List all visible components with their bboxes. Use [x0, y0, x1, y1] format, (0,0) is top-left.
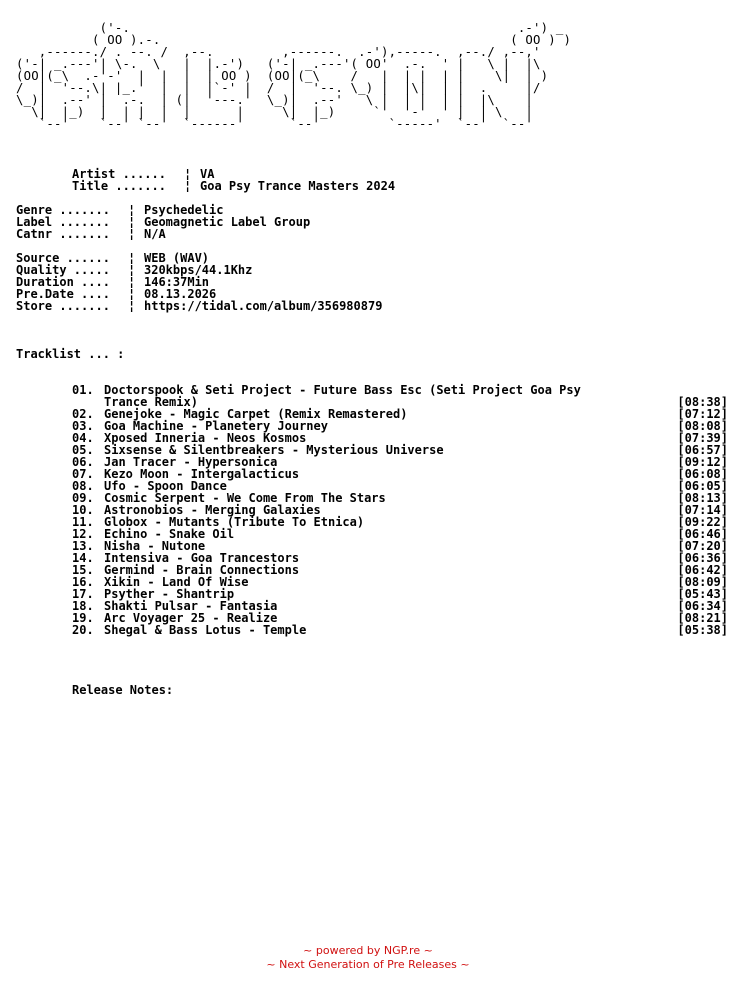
track-number: 18.: [72, 599, 94, 613]
track-duration: [09:22]: [677, 515, 728, 529]
track-title: Astronobios - Merging Galaxies: [104, 503, 321, 517]
track-number: 13.: [72, 539, 94, 553]
track-title: Cosmic Serpent - We Come From The Stars: [104, 491, 386, 505]
track-duration: [07:12]: [677, 407, 728, 421]
track-duration: [06:05]: [677, 479, 728, 493]
track-number: 11.: [72, 515, 94, 529]
footer: [0, 944, 736, 972]
track-title: Germind - Brain Connections: [104, 563, 300, 577]
release-notes-label: Release Notes:: [72, 683, 174, 697]
track-number: 16.: [72, 575, 94, 589]
track-duration: [06:42]: [677, 563, 728, 577]
track-title: Psyther - Shantrip: [104, 587, 235, 601]
info-value: VA: [200, 167, 215, 181]
track-title: Genejoke - Magic Carpet (Remix Remastered): [104, 407, 408, 421]
track-duration: [07:39]: [677, 431, 728, 445]
track-row: [0, 624, 736, 636]
track-duration: [05:38]: [677, 623, 728, 637]
info-label: Duration ....: [16, 275, 110, 289]
track-number: 15.: [72, 563, 94, 577]
info-value[interactable]: https://tidal.com/album/356980879: [144, 299, 383, 313]
info-label: Label .......: [16, 215, 110, 229]
info-value: WEB (WAV): [144, 251, 210, 265]
info-label: Pre.Date ....: [16, 287, 110, 301]
track-duration: [08:13]: [677, 491, 728, 505]
info-separator: ¦: [128, 275, 136, 289]
track-title: Sixsense & Silentbreakers - Mysterious Universe: [104, 443, 444, 457]
track-title: Kezo Moon - Intergalacticus: [104, 467, 300, 481]
info-label: Catnr .......: [16, 227, 110, 241]
track-number: 05.: [72, 443, 94, 457]
info-value: 146:37Min: [144, 275, 210, 289]
info-value: Goa Psy Trance Masters 2024: [200, 179, 396, 193]
track-duration: [06:36]: [677, 551, 728, 565]
info-separator: ¦: [128, 287, 136, 301]
track-number: 07.: [72, 467, 94, 481]
track-duration: [06:57]: [677, 443, 728, 457]
track-duration: [08:08]: [677, 419, 728, 433]
track-number: 03.: [72, 419, 94, 433]
info-separator: ¦: [128, 215, 136, 229]
track-title: Xposed Inneria - Neos Kosmos: [104, 431, 307, 445]
footer-tagline: ~ Next Generation of Pre Releases ~: [266, 958, 470, 971]
track-number: 10.: [72, 503, 94, 517]
track-duration: [06:08]: [677, 467, 728, 481]
track-title: Arc Voyager 25 - Realize: [104, 611, 278, 625]
info-label: Genre .......: [16, 203, 110, 217]
info-label: Artist ......: [72, 167, 166, 181]
track-duration: [06:46]: [677, 527, 728, 541]
info-value: Psychedelic: [144, 203, 224, 217]
track-number: 02.: [72, 407, 94, 421]
track-number: 19.: [72, 611, 94, 625]
info-label: Quality .....: [16, 263, 110, 277]
track-number: 17.: [72, 587, 94, 601]
info-separator: ¦: [128, 227, 136, 241]
track-number: 20.: [72, 623, 94, 637]
track-number: 08.: [72, 479, 94, 493]
info-separator: ¦: [128, 263, 136, 277]
track-title: Shegal & Bass Lotus - Temple: [104, 623, 307, 637]
track-duration: [09:12]: [677, 455, 728, 469]
track-number: 06.: [72, 455, 94, 469]
track-title: Doctorspook & Seti Project - Future Bass Esc (Seti Project Goa Psy: [104, 383, 581, 397]
info-value: N/A: [144, 227, 166, 241]
info-separator: ¦: [128, 203, 136, 217]
track-title: Goa Machine - Planetery Journey: [104, 419, 328, 433]
track-number: 14.: [72, 551, 94, 565]
info-separator: ¦: [184, 179, 192, 193]
tracklist-heading: Tracklist ... :: [16, 347, 125, 361]
info-separator: ¦: [184, 167, 192, 181]
track-title: Echino - Snake Oil: [104, 527, 235, 541]
track-title: Intensiva - Goa Trancestors: [104, 551, 300, 565]
track-title: Nisha - Nutone: [104, 539, 206, 553]
track-title: Jan Tracer - Hypersonica: [104, 455, 278, 469]
track-duration: [07:20]: [677, 539, 728, 553]
track-duration: [05:43]: [677, 587, 728, 601]
info-value: 08.13.2026: [144, 287, 217, 301]
track-title: Ufo - Spoon Dance: [104, 479, 227, 493]
info-label: Title .......: [72, 179, 166, 193]
info-value: 320kbps/44.1Khz: [144, 263, 253, 277]
track-number: 09.: [72, 491, 94, 505]
track-duration: [08:09]: [677, 575, 728, 589]
track-title: Shakti Pulsar - Fantasia: [104, 599, 278, 613]
ascii-logo: ('-. .-') _ ( OO ).-. ( OO ) ) ,------./ . --. / ,--. ,------. .-'),-----. ,--./ ,--,' ('-| _.---'| \-. \ | |.-') ('-| _.---'( OO' .-. ' | \ | |\ (OO|(_\ .-'-' | | | | OO ) (OO|(_\ / | | | | | \| | ) / | '--.\| |_.' | | |`-' | / | '--. \_) | |\| | | . |/ \_)| .--' | .-. | (| '---.' \_)| .--' \ | | | | | |\ | \| |_) | | | | | | \| |_) `' '-' ' | | \ | `--' `--' `--' `------' `--' `-----' `--' `--': [16, 21, 572, 131]
track-duration: [07:14]: [677, 503, 728, 517]
info-separator: ¦: [128, 299, 136, 313]
track-title: Xikin - Land Of Wise: [104, 575, 249, 589]
info-value: Geomagnetic Label Group: [144, 215, 311, 229]
tracklist: [0, 384, 736, 636]
track-duration: [06:34]: [677, 599, 728, 613]
track-title-continued: Trance Remix): [104, 395, 198, 409]
track-duration: [08:38]: [677, 395, 728, 409]
track-title: Globox - Mutants (Tribute To Etnica): [104, 515, 365, 529]
track-number: 01.: [72, 383, 94, 397]
footer-powered-by: ~ powered by NGP.re ~: [303, 944, 433, 957]
track-duration: [08:21]: [677, 611, 728, 625]
info-separator: ¦: [128, 251, 136, 265]
track-number: 04.: [72, 431, 94, 445]
track-number: 12.: [72, 527, 94, 541]
info-label: Store .......: [16, 299, 110, 313]
info-label: Source ......: [16, 251, 110, 265]
